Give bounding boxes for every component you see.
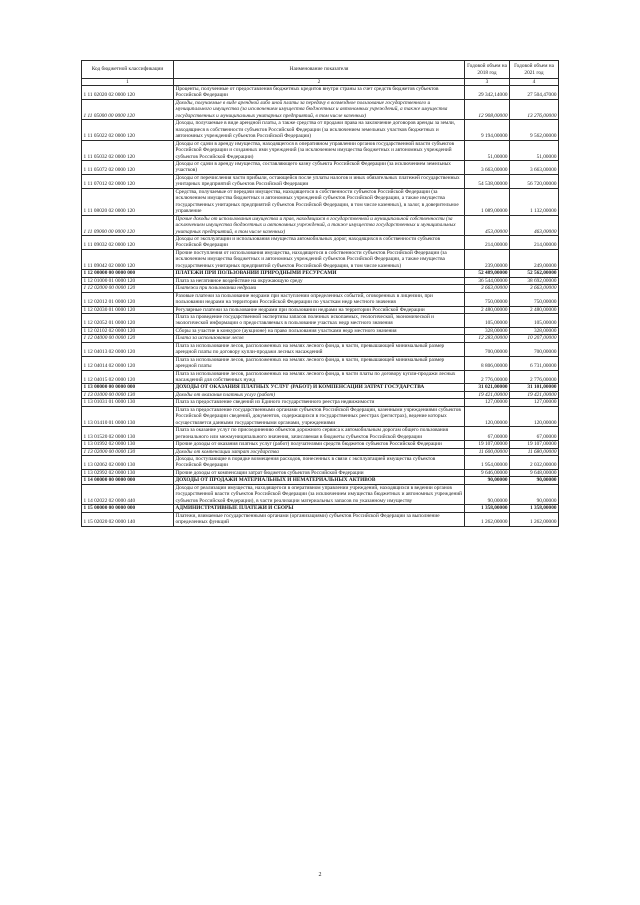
indicator-name-cell: Плата за предоставление сведений из Единого государственного реестра недвижимости — [174, 399, 465, 406]
table-row — [82, 391, 559, 398]
indicator-name-cell: Сборы за участие в конкурсе (аукционе) на право пользования участками недр местного значения — [174, 327, 465, 334]
amount-2021-cell: 38 692,00000 — [510, 277, 559, 284]
amount-2021-cell: 27 504,47000 — [510, 86, 559, 100]
table-row — [82, 469, 559, 476]
amount-2018-cell: 19 107,00000 — [465, 441, 510, 448]
indicator-name-cell: Прочие доходы от оказания платных услуг (работ) получателями средств бюджетов субъектов Российской Федерации — [174, 441, 465, 448]
amount-2018-cell: 3 663,00000 — [465, 285, 510, 292]
budget-code-cell: 1 13 01031 01 0000 130 — [82, 399, 174, 406]
table-row — [82, 270, 559, 277]
amount-2018-cell: 52 489,00000 — [465, 270, 510, 277]
table-row — [82, 441, 559, 448]
table-row — [82, 342, 559, 356]
amount-2018-cell: 90,00000 — [465, 484, 510, 504]
budget-code-cell: 1 13 02992 02 0000 130 — [82, 469, 174, 476]
budget-code-cell: 1 11 09032 02 0000 120 — [82, 235, 174, 249]
indicator-name-cell: Средства, получаемые от передачи имущества, находящегося в собственности субъектов Российской Федерации (за исключением имущества бюджетных и автономных учреждений субъектов Российской Федерации, а также имущества государственных унитарных предприятий субъектов Российской Федерации, в том числе казенных), в залог, в доверительное управление — [174, 188, 465, 215]
table-row — [82, 356, 559, 370]
amount-2021-cell: 105,00000 — [510, 313, 559, 327]
table-row — [82, 406, 559, 426]
amount-2021-cell: 3 663,00000 — [510, 160, 559, 174]
amount-2021-cell: 120,00000 — [510, 406, 559, 426]
table-row — [82, 120, 559, 140]
table-row — [82, 505, 559, 512]
amount-2021-cell: 3 663,00000 — [510, 285, 559, 292]
amount-2021-cell: 1 132,00000 — [510, 188, 559, 215]
budget-code-cell: 1 14 02022 02 0000 440 — [82, 484, 174, 504]
amount-2018-cell: 1 262,00000 — [465, 512, 510, 526]
amount-2021-cell: 750,00000 — [510, 292, 559, 306]
table-row — [82, 512, 559, 526]
indicator-name-cell: Доходы от компенсации затрат государства — [174, 448, 465, 455]
budget-code-cell: 1 11 05032 02 0000 120 — [82, 140, 174, 160]
amount-2021-cell: 31 101,00000 — [510, 384, 559, 391]
indicator-name-cell: Регулярные платежи за пользование недрами при пользовании недрами на территории Российской Федерации — [174, 306, 465, 313]
amount-2018-cell: 700,00000 — [465, 342, 510, 356]
amount-2018-cell: 31 021,00000 — [465, 384, 510, 391]
budget-code-cell: 1 12 04000 00 0000 120 — [82, 335, 174, 342]
amount-2018-cell: 239,00000 — [465, 249, 510, 269]
amount-2018-cell: 8 806,00000 — [465, 356, 510, 370]
amount-2021-cell: 2 776,00000 — [510, 370, 559, 384]
table-row — [82, 456, 559, 470]
budget-code-cell: 1 13 00000 00 0000 000 — [82, 384, 174, 391]
table-row — [82, 86, 559, 100]
table-row — [82, 484, 559, 504]
budget-code-cell: 1 12 01000 01 0000 120 — [82, 277, 174, 284]
amount-2018-cell: 750,00000 — [465, 292, 510, 306]
indicator-name-cell: Плата за использование лесов, расположенных на землях лесного фонда, в части, превышающей минимальный размер арендной платы по договору купли-продажи лесных насаждений — [174, 342, 465, 356]
indicator-name-cell: Проценты, полученные от предоставления бюджетных кредитов внутри страны за счет средств бюджетов субъектов Российской Федерации — [174, 86, 465, 100]
table-row — [82, 235, 559, 249]
amount-2021-cell: 328,00000 — [510, 327, 559, 334]
budget-code-cell: 1 15 00000 00 0000 000 — [82, 505, 174, 512]
budget-code-cell: 1 11 02020 02 0000 120 — [82, 86, 174, 100]
indicator-name-cell: Прочие доходы от использования имущества и прав, находящихся в государственной и муниципальной собственности (за исключением имущества бюджетных и автономных учреждений, а также имущества государственных и муниципальных унитарных предприятий, в том числе казенных) — [174, 215, 465, 235]
amount-2018-cell: 453,00000 — [465, 215, 510, 235]
indicator-name-cell: Доходы от оказания платных услуг (работ) — [174, 391, 465, 398]
budget-code-cell: 1 12 02012 01 0000 120 — [82, 292, 174, 306]
budget-code-cell: 1 15 02020 02 0000 140 — [82, 512, 174, 526]
amount-2021-cell: 2 480,00000 — [510, 306, 559, 313]
amount-2018-cell: 1 358,00000 — [465, 505, 510, 512]
table-row — [82, 335, 559, 342]
amount-2018-cell: 127,00000 — [465, 399, 510, 406]
indicator-name-cell: Доходы от перечисления части прибыли, остающейся после уплаты налогов и иных обязательных платежей государственных унитарных предприятий субъектов Российской Федерации — [174, 174, 465, 188]
budget-code-cell: 1 11 05022 02 0000 120 — [82, 120, 174, 140]
table-row — [82, 174, 559, 188]
table-row — [82, 99, 559, 119]
indicator-name-cell: ПЛАТЕЖИ ПРИ ПОЛЬЗОВАНИИ ПРИРОДНЫМИ РЕСУРСАМИ — [174, 270, 465, 277]
table-row — [82, 306, 559, 313]
amount-2018-cell: 54 538,00000 — [465, 174, 510, 188]
amount-2018-cell: 12 908,00000 — [465, 99, 510, 119]
amount-2021-cell: 1 262,00000 — [510, 512, 559, 526]
budget-code-cell: 1 12 02000 00 0000 120 — [82, 285, 174, 292]
budget-code-cell: 1 13 02000 00 0000 130 — [82, 448, 174, 455]
amount-2021-cell: 10 207,00000 — [510, 335, 559, 342]
column-number-row — [82, 79, 559, 86]
budget-code-cell: 1 11 09000 00 0000 120 — [82, 215, 174, 235]
table-row — [82, 188, 559, 215]
budget-code-cell: 1 12 04015 02 0000 120 — [82, 370, 174, 384]
amount-2021-cell: 127,00000 — [510, 399, 559, 406]
indicator-name-cell: Платежи, взимаемые государственными органами (организациями) субъектов Российской Федерации за выполнение определенных функций — [174, 512, 465, 526]
indicator-name-cell: Доходы от эксплуатации и использования имущества автомобильных дорог, находящихся в собственности субъектов Российской Федерации — [174, 235, 465, 249]
amount-2021-cell: 56 720,00000 — [510, 174, 559, 188]
indicator-name-cell: Плата за использование лесов, расположенных на землях лесного фонда, в части, превышающей минимальный размер арендной платы — [174, 356, 465, 370]
table-row — [82, 427, 559, 441]
indicator-name-cell: Разовые платежи за пользование недрами при наступлении определенных событий, оговоренных в лицензии, при пользовании недрами на территории Российской Федерации по участкам недр местного значения — [174, 292, 465, 306]
table-row — [82, 399, 559, 406]
amount-2021-cell: 2 032,00000 — [510, 456, 559, 470]
table-row — [82, 285, 559, 292]
amount-2021-cell: 11 680,00000 — [510, 448, 559, 455]
amount-2021-cell: 52 562,00000 — [510, 270, 559, 277]
indicator-name-cell: Плата за использование лесов, расположенных на землях лесного фонда, в части платы по договору купли-продажи лесных насаждений для собственных нужд — [174, 370, 465, 384]
indicator-name-cell: Доходы от сдачи в аренду имущества, находящегося в оперативном управлении органов государственной власти субъектов Российской Федерации и созданных ими учреждений (за исключением имущества бюджетных и автономных учреждений субъектов Российской Федерации) — [174, 140, 465, 160]
column-number: 4 — [510, 79, 559, 86]
amount-2021-cell: 214,00000 — [510, 235, 559, 249]
budget-code-cell: 1 12 02102 02 0000 120 — [82, 327, 174, 334]
budget-code-cell: 1 13 01992 02 0000 130 — [82, 441, 174, 448]
table-row — [82, 477, 559, 484]
page-number: 2 — [318, 872, 322, 878]
amount-2018-cell: 11 600,00000 — [465, 448, 510, 455]
amount-2021-cell: 51,00000 — [510, 140, 559, 160]
header-2018: Годовой объем на 2018 год — [465, 61, 510, 79]
amount-2018-cell: 328,00000 — [465, 327, 510, 334]
header-name: Наименование показателя — [174, 61, 465, 79]
header-code: Код бюджетной классификации — [82, 61, 174, 79]
table-body — [82, 86, 559, 527]
indicator-name-cell: Плата за проведение государственной экспертизы запасов полезных ископаемых, геологической, экономической и экологической информации о предоставляемых в пользование участках недр местного значения — [174, 313, 465, 327]
amount-2021-cell: 90,00000 — [510, 477, 559, 484]
amount-2018-cell: 36 544,00000 — [465, 277, 510, 284]
amount-2021-cell: 9 562,00000 — [510, 120, 559, 140]
column-number: 3 — [465, 79, 510, 86]
table-row — [82, 292, 559, 306]
indicator-name-cell: ДОХОДЫ ОТ ОКАЗАНИЯ ПЛАТНЫХ УСЛУГ (РАБОТ) И КОМПЕНСАЦИИ ЗАТРАТ ГОСУДАРСТВА — [174, 384, 465, 391]
indicator-name-cell: Доходы от реализации имущества, находящегося в оперативном управлении учреждений, находящихся в ведении органов государственной власти субъектов Российской Федерации (за исключением имущества бюджетных и автономных учреждений субъектов Российской Федерации), в части реализации материальных запасов по указанному имуществу — [174, 484, 465, 504]
amount-2021-cell: 249,00000 — [510, 249, 559, 269]
budget-code-cell: 1 13 01000 00 0000 130 — [82, 391, 174, 398]
table-row — [82, 384, 559, 391]
table-header-row — [82, 61, 559, 79]
amount-2018-cell: 51,00000 — [465, 140, 510, 160]
column-number: 1 — [82, 79, 174, 86]
indicator-name-cell: Плата за предоставление государственными органами субъектов Российской Федерации, казенными учреждениями субъектов Российской Федерации сведений, документов, содержащихся в государственных реестрах (регистрах), ведение которых осуществляется данными государственными органами, учреждениями — [174, 406, 465, 426]
amount-2018-cell: 2 776,00000 — [465, 370, 510, 384]
budget-code-cell: 1 13 02062 02 0000 130 — [82, 456, 174, 470]
budget-revenue-table — [81, 60, 559, 527]
indicator-name-cell: Доходы, поступающие в порядке возмещения расходов, понесенных в связи с эксплуатацией имущества субъектов Российской Федерации — [174, 456, 465, 470]
table-row — [82, 140, 559, 160]
amount-2018-cell: 214,00000 — [465, 235, 510, 249]
indicator-name-cell: Плата за негативное воздействие на окружающую среду — [174, 277, 465, 284]
indicator-name-cell: Прочие поступления от использования имущества, находящегося в собственности субъектов Российской Федерации (за исключением имущества бюджетных и автономных учреждений субъектов Российской Федерации, а также имущества государственных унитарных предприятий субъектов Российской Федерации, в том числе казенных) — [174, 249, 465, 269]
table-row — [82, 277, 559, 284]
budget-code-cell: 1 11 08020 02 0000 120 — [82, 188, 174, 215]
amount-2021-cell: 67,00000 — [510, 427, 559, 441]
table-row — [82, 215, 559, 235]
amount-2021-cell: 19 421,00000 — [510, 391, 559, 398]
amount-2018-cell: 1 089,00000 — [465, 188, 510, 215]
budget-code-cell: 1 11 07012 02 0000 120 — [82, 174, 174, 188]
amount-2018-cell: 67,00000 — [465, 427, 510, 441]
amount-2018-cell: 19 421,00000 — [465, 391, 510, 398]
budget-code-cell: 1 13 01410 01 0000 130 — [82, 406, 174, 426]
amount-2021-cell: 90,00000 — [510, 484, 559, 504]
budget-code-cell: 1 12 04013 02 0000 120 — [82, 342, 174, 356]
amount-2018-cell: 120,00000 — [465, 406, 510, 426]
budget-code-cell: 1 12 02030 01 0000 120 — [82, 306, 174, 313]
amount-2021-cell: 1 358,00000 — [510, 505, 559, 512]
table-row — [82, 160, 559, 174]
budget-code-cell: 1 12 02052 01 0000 120 — [82, 313, 174, 327]
amount-2018-cell: 1 954,00000 — [465, 456, 510, 470]
indicator-name-cell: Доходы, получаемые в виде арендной платы, а также средства от продажи права на заключение договоров аренды за земли, находящиеся в собственности субъектов Российской Федерации (за исключением земельных участков бюджетных и автономных учреждений субъектов Российской Федерации) — [174, 120, 465, 140]
amount-2021-cell: 700,00000 — [510, 342, 559, 356]
amount-2018-cell: 12 283,00000 — [465, 335, 510, 342]
indicator-name-cell: Плата за использование лесов — [174, 335, 465, 342]
table-row — [82, 327, 559, 334]
amount-2021-cell: 9 648,00000 — [510, 469, 559, 476]
indicator-name-cell: Платежи при пользовании недрами — [174, 285, 465, 292]
amount-2018-cell: 3 663,00000 — [465, 160, 510, 174]
amount-2021-cell: 463,00000 — [510, 215, 559, 235]
amount-2018-cell: 90,00000 — [465, 477, 510, 484]
column-number: 2 — [174, 79, 465, 86]
budget-code-cell: 1 11 05072 02 0000 120 — [82, 160, 174, 174]
budget-code-cell: 1 12 04014 02 0000 120 — [82, 356, 174, 370]
table-row — [82, 249, 559, 269]
budget-code-cell: 1 14 00000 00 0000 000 — [82, 477, 174, 484]
indicator-name-cell: Плата за оказание услуг по присоединению объектов дорожного сервиса к автомобильным дорогам общего пользования регионального или межмуниципального значения, зачисляемая в бюджеты субъектов Российской Федерации — [174, 427, 465, 441]
indicator-name-cell: Прочие доходы от компенсации затрат бюджетов субъектов Российской Федерации — [174, 469, 465, 476]
budget-code-cell: 1 13 01520 02 0000 130 — [82, 427, 174, 441]
amount-2021-cell: 6 731,00000 — [510, 356, 559, 370]
amount-2018-cell: 29 342,14000 — [465, 86, 510, 100]
amount-2021-cell: 19 107,00000 — [510, 441, 559, 448]
indicator-name-cell: АДМИНИСТРАТИВНЫЕ ПЛАТЕЖИ И СБОРЫ — [174, 505, 465, 512]
table-row — [82, 448, 559, 455]
budget-code-cell: 1 12 00000 00 0000 000 — [82, 270, 174, 277]
budget-code-cell: 1 11 09042 02 0000 120 — [82, 249, 174, 269]
amount-2018-cell: 9 646,00000 — [465, 469, 510, 476]
indicator-name-cell: Доходы от сдачи в аренду имущества, составляющего казну субъекта Российской Федерации (за исключением земельных участков) — [174, 160, 465, 174]
amount-2018-cell: 9 194,00000 — [465, 120, 510, 140]
header-2021: Годовой объем на 2021 год — [510, 61, 559, 79]
amount-2021-cell: 13 276,00000 — [510, 99, 559, 119]
amount-2018-cell: 105,00000 — [465, 313, 510, 327]
table-row — [82, 370, 559, 384]
indicator-name-cell: ДОХОДЫ ОТ ПРОДАЖИ МАТЕРИАЛЬНЫХ И НЕМАТЕРИАЛЬНЫХ АКТИВОВ — [174, 477, 465, 484]
amount-2018-cell: 2 480,00000 — [465, 306, 510, 313]
table-row — [82, 313, 559, 327]
indicator-name-cell: Доходы, получаемые в виде арендной либо иной платы за передачу в возмездное пользование государственного и муниципального имущества (за исключением имущества бюджетных и автономных учреждений, а также имущества государственных и муниципальных унитарных предприятий, в том числе казенных) — [174, 99, 465, 119]
budget-code-cell: 1 11 05000 00 0000 120 — [82, 99, 174, 119]
